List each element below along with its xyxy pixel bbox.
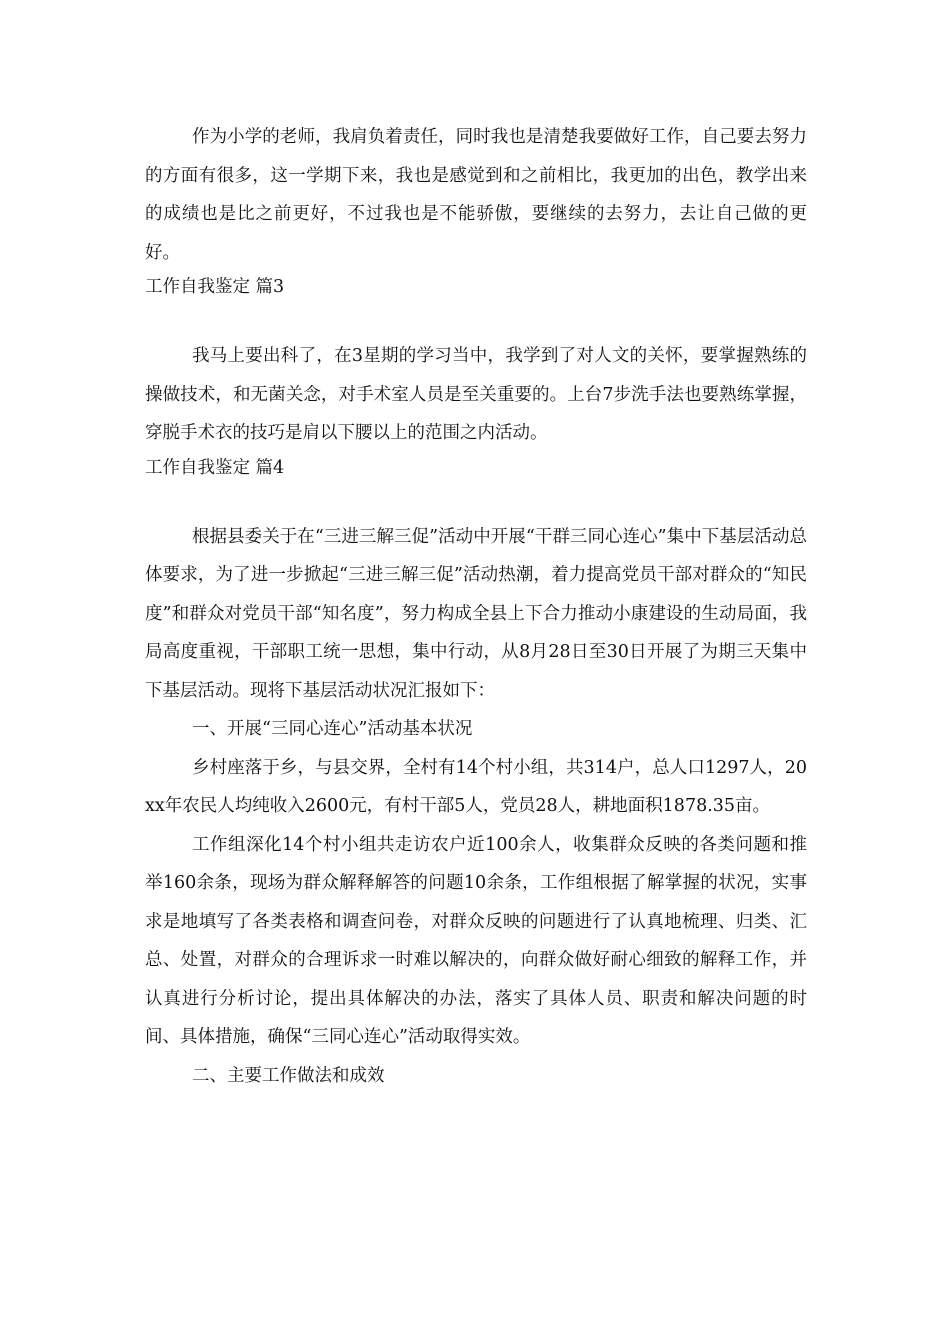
paragraph-county-activity: 根据县委关于在“三进三解三促”活动中开展“干群三同心连心”集中下基层活动总体要求，为了进一步掀起“三进三解三促”活动热潮，着力提高党员干部对群众的“知民度”和群众对党员干部“知名度”，努力构成全县上下合力推动小康建设的生动局面，我局高度重视，干部职工统一思想，集中行动，从8月28日至30日开展了为期三天集中下基层活动。现将下基层活动状况汇报如下： <box>145 526 807 701</box>
spacer <box>145 302 807 337</box>
paragraph-teacher: 作为小学的老师，我肩负着责任，同时我也是清楚我要做好工作，自己要去努力的方面有很多，这一学期下来，我也是感觉到和之前相比，我更加的出色，教学出来的成绩也是比之前更好，不过我也是不能骄傲，要继续的去努力，去让自己做的更好。 <box>145 127 807 263</box>
paragraph-village-info: 乡村座落于乡，与县交界，全村有14个村小组，共314户，总人口1297人，20xx年农民人均纯收入2600元，有村干部5人，党员28人，耕地面积1878.35亩。 <box>145 757 807 816</box>
subheading-basic-status: 一、开展“三同心连心”活动基本状况 <box>192 719 473 739</box>
section-heading-4: 工作自我鉴定 篇4 <box>145 457 285 478</box>
document-body <box>145 118 807 1095</box>
subheading-main-practices: 二、主要工作做法和成效 <box>192 1065 385 1086</box>
section-heading-3: 工作自我鉴定 篇3 <box>145 277 285 297</box>
spacer <box>145 483 807 518</box>
paragraph-work-group: 工作组深化14个村小组共走访农户近100余人，收集群众反映的各类问题和推举160余条，现场为群众解释解答的问题10余条，工作组根据了解掌握的状况，实事求是地填写了各类表格和调查问卷，对群众反映的问题进行了认真地梳理、归类、汇总、处置，对群众的合理诉求一时难以解决的，向群众做好耐心细致的解释工作，并认真进行分析讨论，提出具体解决的办法，落实了具体人员、职责和解决问题的时间、具体措施，确保“三同心连心”活动取得实效。 <box>145 834 807 1047</box>
paragraph-operating-room: 我马上要出科了，在3星期的学习当中，我学到了对人文的关怀，要掌握熟练的操做技术，和无菌关念，对手术室人员是至关重要的。上台7步洗手法也要熟练掌握，穿脱手术衣的技巧是肩以下腰以上的范围之内活动。 <box>145 346 807 443</box>
